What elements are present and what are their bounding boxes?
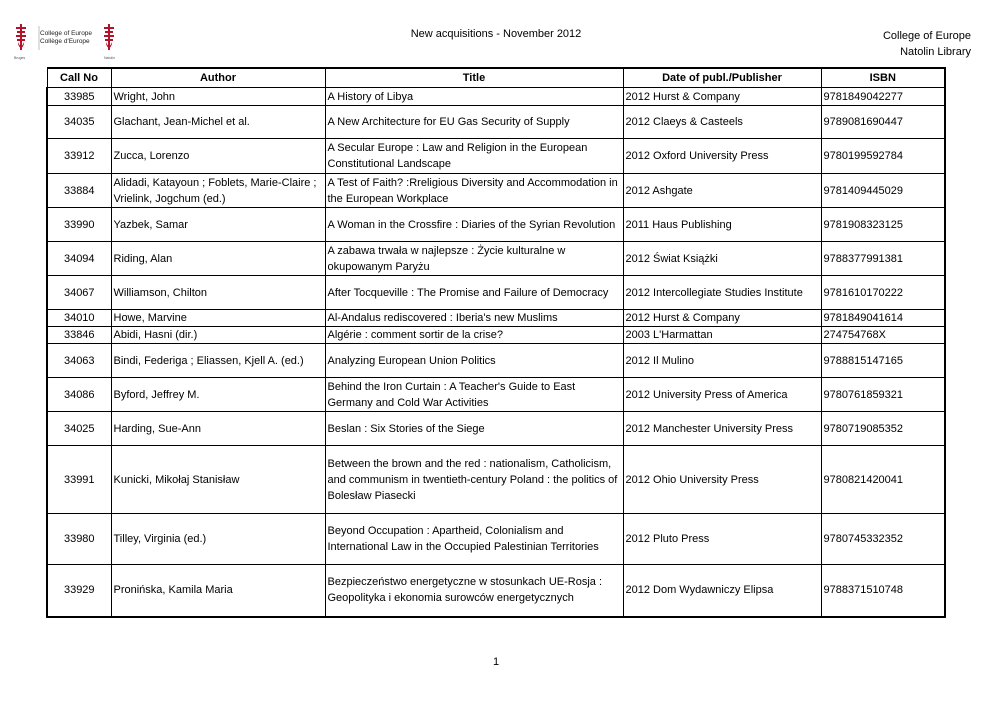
table-row: [47, 174, 945, 208]
cell-isbn: 9781409445029: [821, 174, 945, 208]
cell-isbn: 274754768X: [821, 327, 945, 344]
page-number: 1: [492, 656, 500, 668]
cell-call-no: 34035: [47, 106, 111, 139]
table-header-row: [47, 68, 945, 88]
cell-isbn: 9780745332352: [821, 514, 945, 565]
cell-call-no: 33912: [47, 139, 111, 174]
cell-isbn: 9788815147165: [821, 344, 945, 378]
logo-caption-right: Natolin: [104, 56, 115, 60]
column-header-isbn: ISBN: [821, 68, 945, 88]
cell-call-no: 33980: [47, 514, 111, 565]
cell-author: Yazbek, Samar: [111, 208, 325, 242]
cell-author: Williamson, Chilton: [111, 276, 325, 310]
cell-call-no: 34086: [47, 378, 111, 412]
table-row: [47, 310, 945, 327]
cell-publisher: 2012 University Press of America: [623, 378, 821, 412]
cell-isbn: 9780719085352: [821, 412, 945, 446]
cell-publisher: 2012 Dom Wydawniczy Elipsa: [623, 565, 821, 617]
cell-title: Al-Andalus rediscovered : Iberia's new Muslims: [325, 310, 623, 327]
cell-title: Behind the Iron Curtain : A Teacher's Guide to East Germany and Cold War Activities: [325, 378, 623, 412]
cell-author: Bindi, Federiga ; Eliassen, Kjell A. (ed.): [111, 344, 325, 378]
cell-title: A Test of Faith? :Rreligious Diversity and Accommodation in the European Workplace: [325, 174, 623, 208]
cell-author: Zucca, Lorenzo: [111, 139, 325, 174]
table-row: [47, 106, 945, 139]
cell-publisher: 2003 L'Harmattan: [623, 327, 821, 344]
cell-call-no: 33991: [47, 446, 111, 514]
cell-publisher: 2012 Claeys & Casteels: [623, 106, 821, 139]
cell-title: Between the brown and the red : nationalism, Catholicism, and communism in twentieth-century Poland : the politics of Bolesław Piasecki: [325, 446, 623, 514]
table-row: [47, 565, 945, 617]
cell-publisher: 2012 Intercollegiate Studies Institute: [623, 276, 821, 310]
column-header-author: Author: [111, 68, 325, 88]
acquisitions-table: [46, 67, 946, 618]
logo-line-fr: Collège d'Europe: [40, 38, 90, 45]
table-row: [47, 514, 945, 565]
table-row: [47, 378, 945, 412]
cell-isbn: 9780821420041: [821, 446, 945, 514]
cell-call-no: 33884: [47, 174, 111, 208]
table-row: [47, 276, 945, 310]
cell-author: Alidadi, Katayoun ; Foblets, Marie-Claire ; Vrielink, Jogchum (ed.): [111, 174, 325, 208]
cell-author: Abidi, Hasni (dir.): [111, 327, 325, 344]
cell-isbn: 9781908323125: [821, 208, 945, 242]
cell-call-no: 34025: [47, 412, 111, 446]
cell-isbn: 9781849042277: [821, 88, 945, 106]
cell-call-no: 33985: [47, 88, 111, 106]
table-row: [47, 208, 945, 242]
cell-call-no: 33846: [47, 327, 111, 344]
cell-title: A New Architecture for EU Gas Security of Supply: [325, 106, 623, 139]
cell-call-no: 33990: [47, 208, 111, 242]
table-row: [47, 327, 945, 344]
cell-author: Kunicki, Mikołaj Stanisław: [111, 446, 325, 514]
cell-isbn: 9780199592784: [821, 139, 945, 174]
cell-publisher: 2012 Il Mulino: [623, 344, 821, 378]
cell-isbn: 9789081690447: [821, 106, 945, 139]
table-row: [47, 88, 945, 106]
column-header-publisher: Date of publ./Publisher: [623, 68, 821, 88]
column-header-call-no: Call No: [47, 68, 111, 88]
cell-publisher: 2011 Haus Publishing: [623, 208, 821, 242]
document-title: New acquisitions - November 2012: [410, 28, 582, 40]
table-row: [47, 412, 945, 446]
cell-title: After Tocqueville : The Promise and Failure of Democracy: [325, 276, 623, 310]
table-row: [47, 242, 945, 276]
cell-publisher: 2012 Ohio University Press: [623, 446, 821, 514]
logo-line-en: College of Europe: [40, 30, 93, 37]
org-name: College of Europe: [882, 30, 971, 42]
cell-title: A Secular Europe : Law and Religion in the European Constitutional Landscape: [325, 139, 623, 174]
cell-publisher: 2012 Manchester University Press: [623, 412, 821, 446]
cell-title: Beslan : Six Stories of the Siege: [325, 412, 623, 446]
cell-publisher: 2012 Hurst & Company: [623, 310, 821, 327]
cell-title: Bezpieczeństwo energetyczne w stosunkach UE-Rosja : Geopolityka i ekonomia surowców energetycznych: [325, 565, 623, 617]
library-name: Natolin Library: [900, 46, 971, 58]
cell-publisher: 2012 Ashgate: [623, 174, 821, 208]
cell-isbn: 9788377991381: [821, 242, 945, 276]
cell-isbn: 9781610170222: [821, 276, 945, 310]
cell-author: Riding, Alan: [111, 242, 325, 276]
cell-publisher: 2012 Świat Książki: [623, 242, 821, 276]
cell-author: Wright, John: [111, 88, 325, 106]
cell-publisher: 2012 Hurst & Company: [623, 88, 821, 106]
cell-call-no: 34063: [47, 344, 111, 378]
logo-caption-left: Bruges: [14, 56, 26, 60]
header-organization: [883, 28, 971, 60]
cell-title: Analyzing European Union Politics: [325, 344, 623, 378]
cell-author: Howe, Marvine: [111, 310, 325, 327]
cell-call-no: 34010: [47, 310, 111, 327]
cell-isbn: 9780761859321: [821, 378, 945, 412]
cell-isbn: 9781849041614: [821, 310, 945, 327]
cell-title: A History of Libya: [325, 88, 623, 106]
cell-call-no: 33929: [47, 565, 111, 617]
table-row: [47, 139, 945, 174]
cell-publisher: 2012 Oxford University Press: [623, 139, 821, 174]
cell-title: A zabawa trwała w najlepsze : Życie kulturalne w okupowanym Paryżu: [325, 242, 623, 276]
cell-author: Byford, Jeffrey M.: [111, 378, 325, 412]
table-row: [47, 446, 945, 514]
cell-title: A Woman in the Crossfire : Diaries of the Syrian Revolution: [325, 208, 623, 242]
cell-author: Tilley, Virginia (ed.): [111, 514, 325, 565]
cell-title: Algérie : comment sortir de la crise?: [325, 327, 623, 344]
cell-call-no: 34067: [47, 276, 111, 310]
cell-call-no: 34094: [47, 242, 111, 276]
column-header-title: Title: [325, 68, 623, 88]
cell-author: Harding, Sue-Ann: [111, 412, 325, 446]
cell-publisher: 2012 Pluto Press: [623, 514, 821, 565]
cell-isbn: 9788371510748: [821, 565, 945, 617]
cell-author: Pronińska, Kamila Maria: [111, 565, 325, 617]
cell-title: Beyond Occupation : Apartheid, Colonialism and International Law in the Occupied Palestinian Territories: [325, 514, 623, 565]
cell-author: Glachant, Jean-Michel et al.: [111, 106, 325, 139]
table-row: [47, 344, 945, 378]
